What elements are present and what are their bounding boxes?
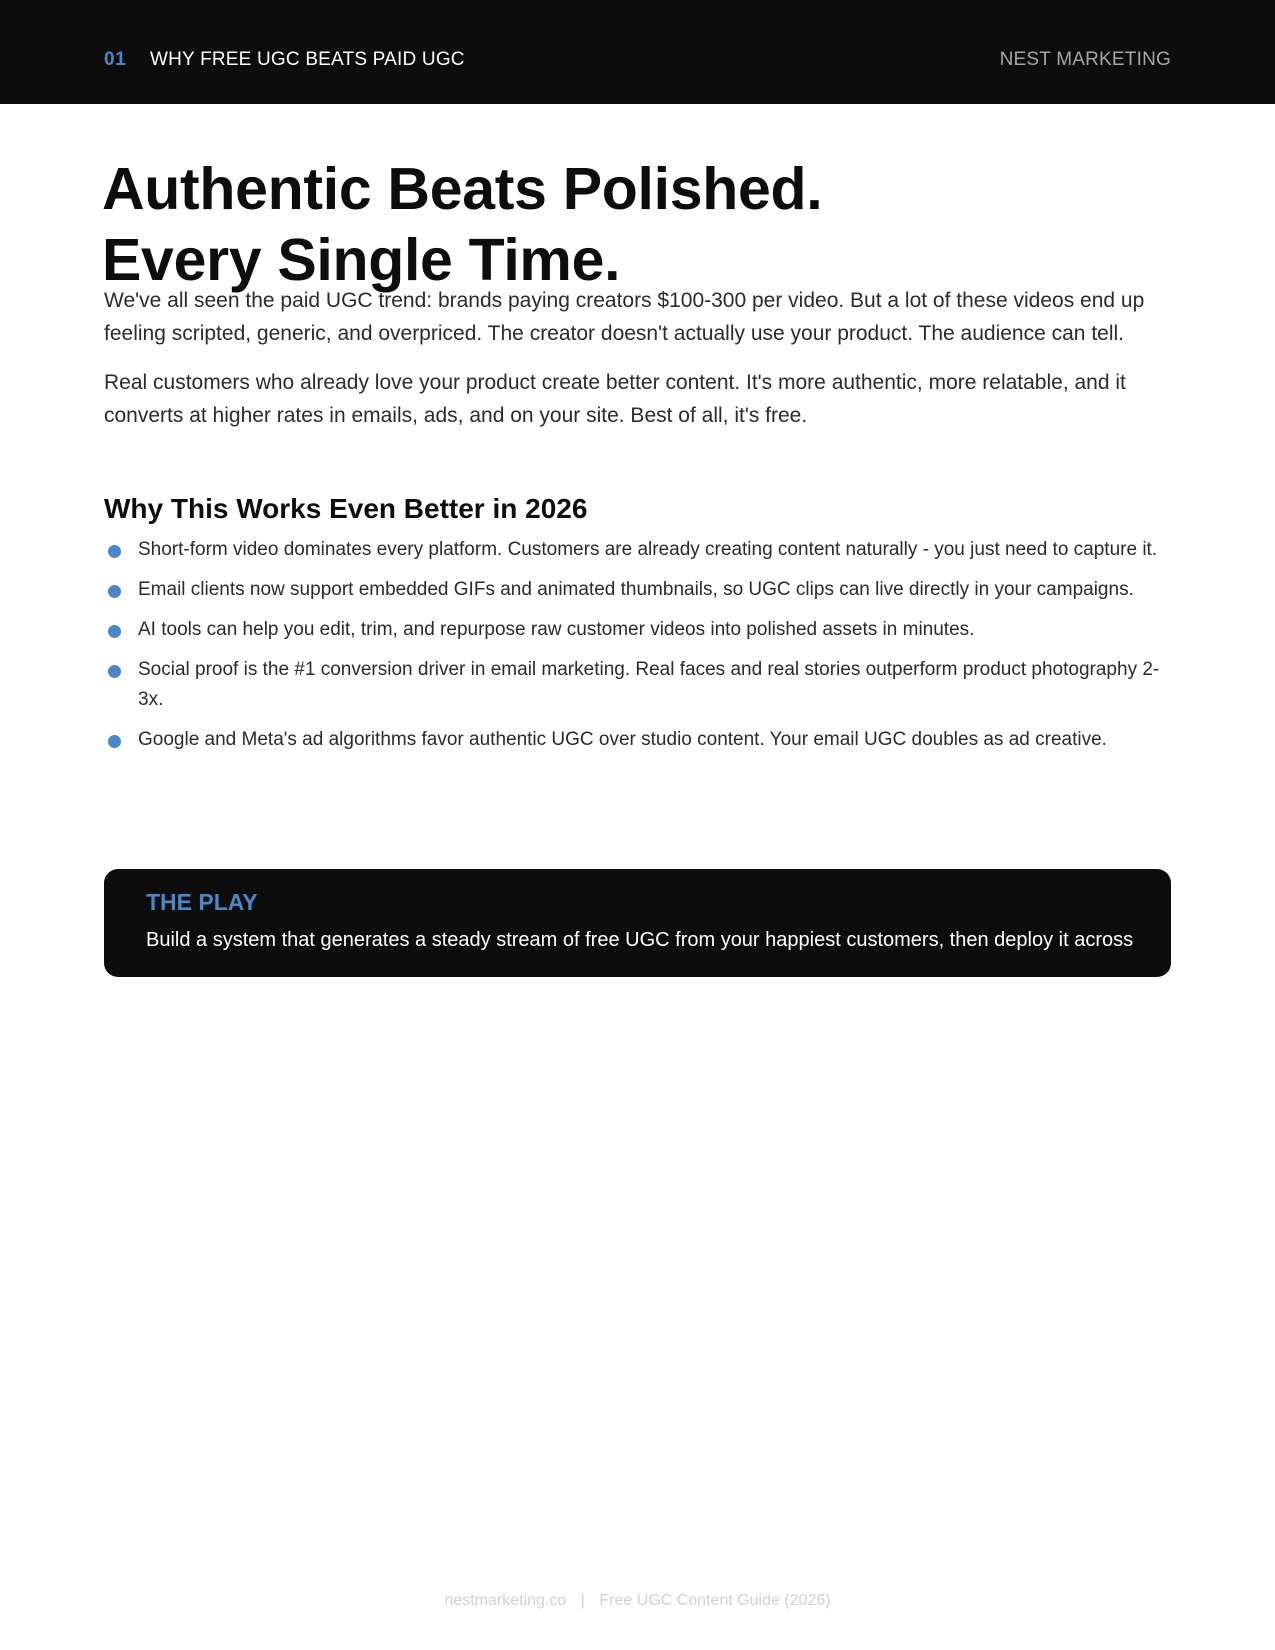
the-play-callout: [104, 869, 1171, 977]
bullet-item: [104, 725, 1184, 755]
bullet-item: [104, 615, 1184, 645]
bullet-text: Email clients now support embedded GIFs and animated thumbnails, so UGC clips can live directly in your campaigns.: [138, 579, 1134, 600]
bullet-item: [104, 535, 1184, 565]
bullet-item: [104, 575, 1184, 605]
footer-guide: Free UGC Content Guide (2026): [599, 1592, 831, 1609]
play-text: Build a system that generates a steady stream of free UGC from your happiest customers, then deploy it across: [146, 929, 1134, 951]
why-bullet-list: [104, 535, 1184, 765]
bullet-item: [104, 655, 1184, 715]
page-footer: [0, 1592, 1275, 1610]
footer-site: nestmarketing.co: [444, 1592, 567, 1609]
page-header: [0, 0, 1275, 104]
bullet-dot-icon: [108, 625, 121, 638]
footer-separator: |: [580, 1592, 585, 1609]
section-title-header: WHY FREE UGC BEATS PAID UGC: [150, 49, 465, 70]
bullet-dot-icon: [108, 585, 121, 598]
bullet-text: Google and Meta's ad algorithms favor authentic UGC over studio content. Your email UGC doubles as ad creative.: [138, 729, 1107, 750]
headline-line-2: Every Single Time.: [102, 227, 621, 293]
intro-text: [104, 284, 1184, 448]
bullet-dot-icon: [108, 665, 121, 678]
bullet-dot-icon: [108, 735, 121, 748]
play-label: THE PLAY: [146, 889, 258, 915]
brand-name: NEST MARKETING: [999, 49, 1171, 70]
intro-paragraph-1: We've all seen the paid UGC trend: brands paying creators $100-300 per video. But a lot of these videos end up feeling scripted, generic, and overpriced. The creator doesn't actually use your product. The audience can tell.: [104, 289, 1145, 345]
bullet-text: Social proof is the #1 conversion driver in email marketing. Real faces and real stories outperform product photography 2-3x.: [138, 659, 1160, 710]
bullet-text: Short-form video dominates every platform. Customers are already creating content naturally - you just need to capture it.: [138, 539, 1158, 560]
bullet-dot-icon: [108, 545, 121, 558]
why-section-title: Why This Works Even Better in 2026: [104, 493, 588, 524]
intro-paragraph-2: Real customers who already love your product create better content. It's more authentic, more relatable, and it converts at higher rates in emails, ads, and on your site. Best of all, it's free.: [104, 371, 1126, 427]
section-number: 01: [104, 49, 127, 70]
bullet-text: AI tools can help you edit, trim, and repurpose raw customer videos into polished assets in minutes.: [138, 619, 975, 640]
page-headline: [102, 154, 822, 296]
headline-line-1: Authentic Beats Polished.: [102, 156, 823, 222]
